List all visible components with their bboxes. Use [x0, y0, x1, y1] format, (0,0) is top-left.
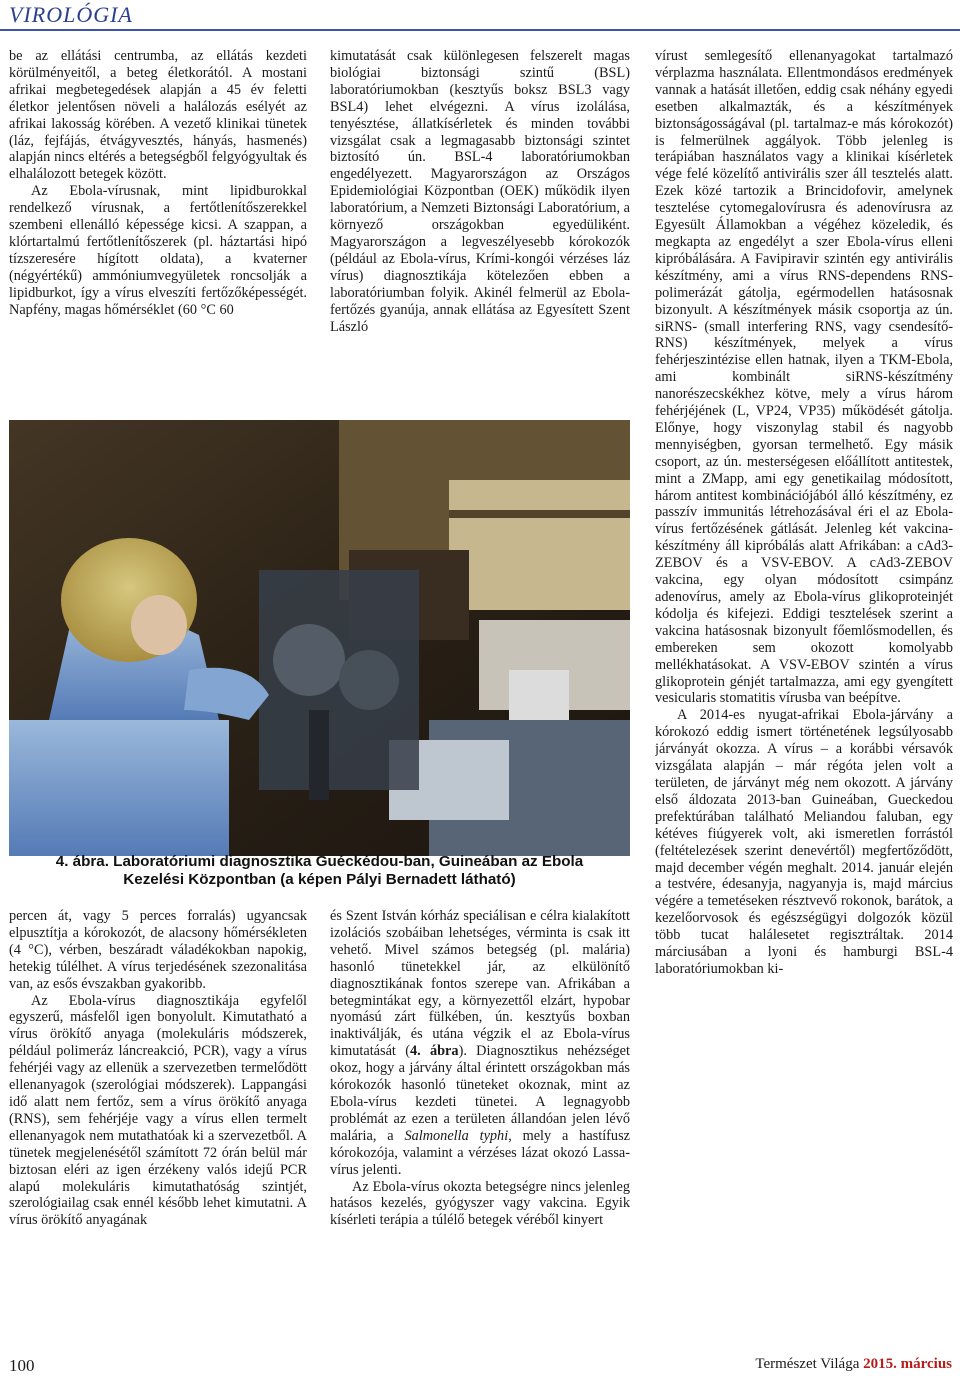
lab-photo-illustration	[9, 420, 630, 856]
paragraph: percen át, vagy 5 perces forralás) ugyancsak elpusztítja a kórokozót, de alacsony hőmérsékleten (4 °C), vérben, beszáradt váladékokban napokig, hetekig túlélhet. A vírus terjedésének szezonalitása van, az esős évszakban gyakoribb.	[9, 908, 307, 992]
column-3	[655, 48, 953, 1348]
issue-month: március	[896, 1356, 952, 1372]
paragraph: kimutatását csak különlegesen felszerelt magas biológiai biztonsági szintű (BSL) laboratóriumokban (kesztyűs boksz BSL3 vagy BSL4) lehet elvégezni. A vírus izolálása, tenyésztése, állatkísérletek és minden további vizsgálat csak a legmagasabb biztonsági szintet biztosító ún. BSL-4 laboratóriumokban engedélyezett. Magyarországon az Országos Epidemiológiai Központban (OEK) működik ilyen laboratórium, a Nemzeti Biztonsági Laboratórium, a környező országokban egyedüliként. Magyarországon a legveszélyesebb kórokozók (például az Ebola-vírus, Krími-kongói vérzéses láz vírus) diagnosztikája kötelezően ebben a laboratóriumban folyik. Akinél felmerül az Ebola-fertőzés gyanúja, annak ellátása az Egyesített Szent László	[330, 48, 630, 335]
text-run: és Szent István kórház speciálisan e célra kialakított izolációs szobáiban lehetséges, vérminta is csak itt vehető. Mivel számos betegség (pl. malária) hasonló tünetekkel jár, az elkülönítő diagnosztikának fontos szerepe van. Afrikában a betegmintákat egy, a környezettől elzárt, hypobar nyomású zárt fülkében, ún. kesztyűs boxban inaktiválják, és utána végzik el az Ebola-vírus kimutatását (	[330, 908, 630, 1060]
paragraph: vírust semlegesítő ellenanyagokat tartalmazó vérplazma használata. Ellentmondásos eredmények vannak a hatását illetően, eddig csak néhány egyedi esetben alkalmazták, és a készítmények biztonságosságával (pl. tartalmaz-e más kórokozót) is felmerülnek aggályok. Több jelenleg is terápiában használatos vagy a klinikai kísérletek vége felé közelítő antivirális szer áll tesztelés alatt. Ezek közé tartozik a Brincidofovir, amelynek tesztelése cytomegalovírusra és adenovírusra az Egyesült Államokban a végéhez közeledik, és megkapta az engedélyt a szer Ebola-vírus elleni kipróbálására. A Favipiravir szintén egy antivirális készítmény, ami a vírus RNS-dependens RNS-polimerázát gátolja, egérmodellen hatásosnak bizonyult. A készítmények másik csoportja az ún. siRNS- (small interfering RNS, vagy csendesítő-RNS) készítmények, melyek a vírus fehérjeszintézise ellen hatnak, ilyen a TKM-Ebola, ami kombinált siRNS-készítmény nanorészecskékhez kötve, mely a vírus három fehérjéjének (L, VP24, VP35) működését gátolja. Előnye, hogy viszonylag stabil és nagyobb mennyiségben, gyorsan termelhető. Egy másik csoport, az ún. mesterségesen előállított antitestek, mint a ZMapp, ami egy genetikailag módosított, három antitest kombinációjából álló készítmény, ez passzív immunitás létrehozásával éri el az Ebola-vírus fertőzésének gátlását. Jelenleg két vakcina-készítmény áll kipróbálás alatt Afrikában: a cAd3-ZEBOV és a VSV-EBOV. A cAd3-ZEBOV vakcina, egy olyan módosított csimpánz adenovírus, amely az Ebola-vírus glikoproteinjét kódolja és kifejezi. Eddigi tesztelések szerint a vakcina hatásosnak bizonyult főemlősmodellen, és embereken sem okozott komolyabb mellékhatásokat. A VSV-EBOV szintén a vírus glikoprotein génjét tartalmazza, ami egy gyengített vesicularis stomatitis vírusba van beépítve.	[655, 48, 953, 707]
paragraph: Az Ebola-vírus okozta betegségre nincs jelenleg hatásos kezelés, gyógyszer vagy vakcina. Egyik kísérleti terápia a túlélő betegek véréből kinyert	[330, 1178, 630, 1229]
column-1-top	[9, 48, 307, 406]
journal-name: Természet Világa	[755, 1356, 864, 1372]
column-2-bottom	[330, 908, 630, 1342]
text-run: ). Diagnosztikus nehézséget okoz, hogy a járvány által érintett országokban más kórokozók hasonló tüneteket okoznak, mint az Ebola-vírus kezdeti tünetei. A legnagyobb problémát az ezen a területen állandóan jelen lévő malária, a	[330, 1043, 630, 1144]
species-name: Salmonella typhi	[404, 1127, 509, 1144]
section-title: VIROLÓGIA	[9, 2, 133, 27]
caption-line-1: 4. ábra. Laboratóriumi diagnosztika Guéckédou-ban, Guineában az Ebola	[55, 853, 584, 870]
figure-reference: 4. ábra	[409, 1043, 459, 1060]
paragraph: be az ellátási centrumba, az ellátás kezdeti körülményeitől, a beteg életkorától. A mostani afrikai megbetegedések alapján a 45 év feletti életkor jelentősen növeli a halálozás esélyét az afrikai lakosság körében. A vezető klinikai tünetek (láz, fejfájás, étvágyvesztés, hányás, hasmenés) alapján nincs eltérés a betegségből felgyógyultak és elhalálozott betegek között.	[9, 48, 307, 183]
issue-year: 2015.	[863, 1356, 897, 1372]
page-number: 100	[9, 1356, 35, 1375]
column-2-top	[330, 48, 630, 406]
paragraph: A 2014-es nyugat-afrikai Ebola-járvány a kórokozó eddig ismert történetének legsúlyosabb járványát okozza. A vírus – a korábbi vérsavók vizsgálata alapján – már régóta jelen volt a területen, de járványt még nem okozott. A járvány első áldozata 2013-ban Guineában, Gueckedou prefektúrában található Meliandou faluban, egy kétéves fiúgyerek volt, aki ismeretlen forrástól (feltételezések szerint denevértől) megfertőződött, majd december végén meghalt. 2014. január elején a testvére, édesanyja, nagyanyja is, majd március végére a temetéseken résztvevő rokonok, barátok, a kezelőorvosok és egészségügyi dolgozók közül több tucat halálesetet regisztráltak. 2014 márciusában a lyoni és hamburgi BSL-4 laboratóriumokban ki-	[655, 707, 953, 977]
header-rule	[0, 29, 960, 31]
paragraph: Az Ebola-vírus diagnosztikája egyfelől egyszerű, másfelől igen bonyolult. Kimutatható a vírus örökítő anyaga (molekuláris módszerek, például polimeráz láncreakció, PCR), vagy a vírus fehérjéi vagy az ellenük a szervezetben termelődött ellenanyagok (szerológiai módszerek). Lappangási idő alatt nem fertőz, sem a vírus örökítő anyaga (RNS), sem fehérjéje vagy a vírus ellen termelt ellenanyagok nem mutathatóak ki a szervezetből. A tünetek megjelenésétől számított 72 órán belül már biztosan eléri az igen érzékeny valós idejű PCR alapú molekuláris kimutathatóság szintjét, szerológiailag csak ennél később lehet kimutatni. A vírus örökítő anyagának	[9, 992, 307, 1229]
figure-caption	[9, 853, 630, 889]
journal-footer	[755, 1356, 952, 1373]
text-run: , mely a hastífusz kórokozója, valamint a vérzéses lázat okozó Lassa-vírus jelenti.	[330, 1127, 630, 1178]
column-1-bottom	[9, 908, 307, 1342]
caption-line-2: Kezelési Központban (a képen Pályi Bernadett látható)	[123, 871, 516, 888]
paragraph: Az Ebola-vírusnak, mint lipidburokkal rendelkező vírusnak, a fertőtlenítőszerekkel szembeni ellenálló képessége kicsi. A szappan, a klórtartalmú fertőtlenítőszerek (pl. háztartási hipó tízszeresére hígított oldata), a kvaterner (négyértékű) ammóniumvegyületek roncsolják a lipidburkot, így a vírus elveszíti fertőzőképességét. Napfény, magas hőmérséklet (60 °C 60	[9, 183, 307, 318]
paragraph	[330, 908, 630, 1179]
lab-photo	[9, 420, 630, 856]
